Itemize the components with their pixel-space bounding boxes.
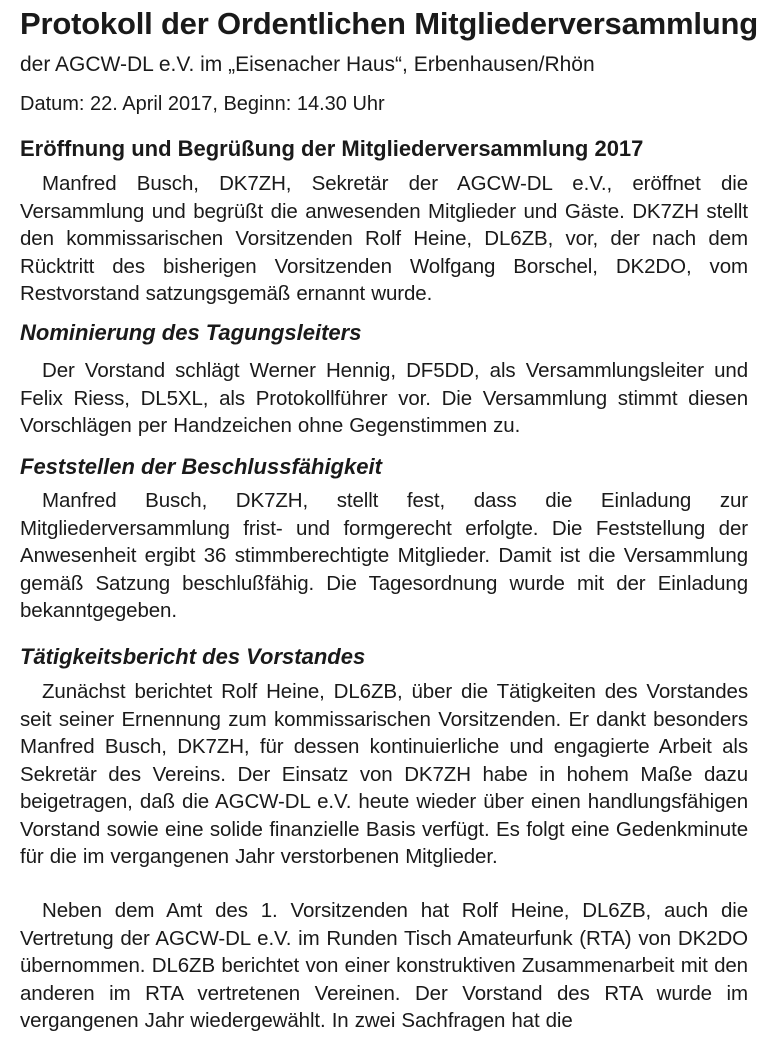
document-title: Protokoll der Ordentlichen Mitgliederversammlung <box>20 6 758 41</box>
document-subtitle: der AGCW-DL e.V. im „Eisenacher Haus“, Erbenhausen/Rhön <box>20 53 595 76</box>
section-paragraph-opening: Manfred Busch, DK7ZH, Sekretär der AGCW-DL e.V., eröffnet die Versammlung und begrüßt die anwesenden Mitglieder und Gäste. DK7ZH stellt den kommissarischen Vorsitzenden Rolf Heine, DL6ZB, vor, der nach dem Rücktritt des bisherigen Vorsitzenden Wolfgang Borschel, DK2DO, vom Restvorstand satzungsgemäß ernannt wurde. <box>20 172 748 305</box>
section-heading-activity-report: Tätigkeitsbericht des Vorstandes <box>20 644 366 669</box>
section-paragraph-activity-report-2: Neben dem Amt des 1. Vorsitzenden hat Rolf Heine, DL6ZB, auch die Vertretung der AGCW-DL e.V. im Runden Tisch Amateurfunk (RTA) von DK2DO übernommen. DL6ZB berichtet von einer konstruktiven Zusammenarbeit mit den anderen im RTA vertretenen Vereinen. Der Vorstand des RTA wurde im vergangenen Jahr wiedergewählt. In zwei Sachfragen hat die <box>20 899 748 1032</box>
section-paragraph-activity-report-1: Zunächst berichtet Rolf Heine, DL6ZB, über die Tätigkeiten des Vorstandes seit seiner Ernennung zum kommissarischen Vorsitzenden. Er dankt besonders Manfred Busch, DK7ZH, für dessen kontinuierliche und engagierte Arbeit als Sekretär des Vereins. Der Einsatz von DK7ZH habe in hohem Maße dazu beigetragen, daß die AGCW-DL e.V. heute wieder über einen handlungsfähigen Vorstand sowie eine solide finanzielle Basis verfügt. Es folgt eine Gedenkminute für die im vergangenen Jahr verstorbenen Mitglieder. <box>20 680 748 868</box>
meeting-date-line: Datum: 22. April 2017, Beginn: 14.30 Uhr <box>20 93 385 115</box>
section-heading-nomination: Nominierung des Tagungsleiters <box>20 320 362 345</box>
section-heading-opening: Eröffnung und Begrüßung der Mitgliederversammlung 2017 <box>20 136 644 161</box>
section-heading-quorum: Feststellen der Beschlussfähigkeit <box>20 454 382 479</box>
section-paragraph-quorum: Manfred Busch, DK7ZH, stellt fest, dass die Einladung zur Mitgliederversammlung frist- und formgerecht erfolgte. Die Feststellung der Anwesenheit ergibt 36 stimmberechtigte Mitglieder. Damit ist die Versammlung gemäß Satzung beschlußfähig. Die Tagesordnung wurde mit der Einladung bekanntgegeben. <box>20 489 748 622</box>
section-paragraph-nomination: Der Vorstand schlägt Werner Hennig, DF5DD, als Versammlungsleiter und Felix Riess, DL5XL, als Protokollführer vor. Die Versammlung stimmt diesen Vorschlägen per Handzeichen ohne Gegenstimmen zu. <box>20 359 748 437</box>
